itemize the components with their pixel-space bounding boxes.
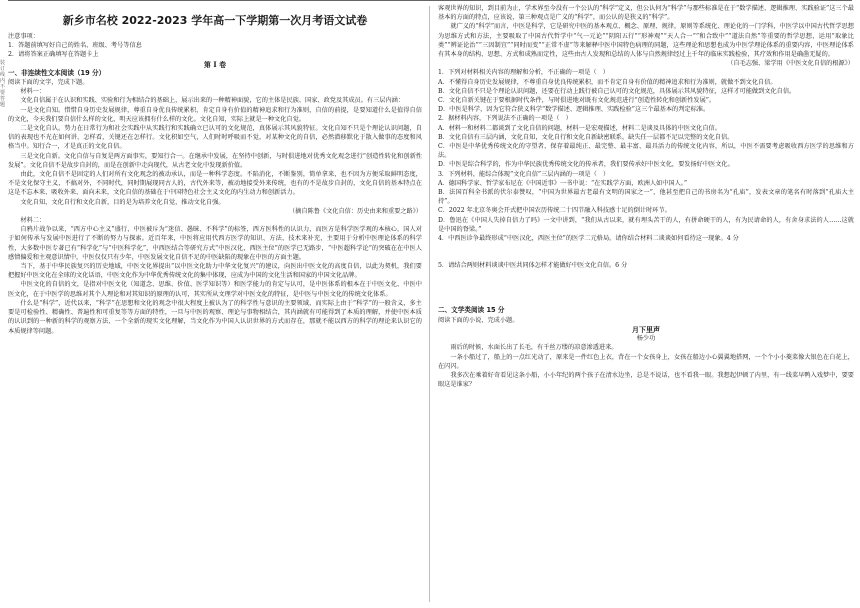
paragraph: 文化自信属于在认识和实践、实验和行为相结合的基础上，展示出来的一种精神面貌，它的主体是民族、国家、政党及其成员。有三层内涵： bbox=[20, 97, 405, 105]
option: B．法国百科全书派的伏尔泰赞叹，“中国为世界最古老最有文明的国家之一”，他甚至把自己的书房名为“孔庙”，发表文章的笔名有时落到“孔庙大主持”。 bbox=[438, 189, 854, 206]
margin-char: 内 bbox=[0, 78, 6, 84]
margin-char: 不 bbox=[0, 84, 6, 90]
story-paragraph: 一条小船过了，船上的一点红光动了，原来是一件红色上衣，背在一个女孩身上，女孩在船边小心翼翼地搭网，一个个小小菱菜像大银色在白花上，在闪闪。 bbox=[438, 353, 854, 370]
paragraph: 当下，基于中华民族复兴的历史地域，中医文化界提出“以中医文化助力中华文化复兴”的建议，向医出中医文化的高度自信，以此为契机，我们要把握好中医文化在全球的文化话语，中医文化作为中华优秀传统文化的集中体现，应成为中国的文化生活和国家的中国文化品牌。 bbox=[8, 263, 422, 280]
option: D．鲁迅在《中国人失掉自信力了吗》一文中讲到，“我们从古以来，就有埋头苦干的人，有拼命硬干的人，有为民请命的人，有舍身求法的人……这就是中国的脊梁。” bbox=[438, 216, 854, 233]
paragraph: 自鸦片战争以来，“西方中心主义”盛行，中医被斥为“迷信、愚昧、不科学”的标签，西方医科性的认识力，而医方是科学医学观的本核心，国人对于如何传承与发展中医进行了不断的努力与探索。近百年来，中医将应用代西方医学的知识、方法、技术来补充，主要用于分析中医理论体系的科学性，大多数中医专著已有“科学化”与“中医科学化”，中西医结合等研究方式“中医汉化，西医主位”的医学已无路步，“中医超科学论”的突破在在中医人感情偏爱和主观意识情中，中医仅仅只有少年，中医发展文化自信不足的中医缺陷的现象在中医的方面主题。 bbox=[8, 226, 422, 261]
paragraph: 二是文化自认。势力在日常行为和社会实践中从实践行和实践确立已认可的文化规范，真体展示其风貌特征。文化自知不只是个理论认识问题，自信的表现也不光在如何讲、怎样看，关键还在怎样行。文化积如空气，人们时时呼吸而不觉，对某种文化的自信，必然潜移默化于散入做事的态度和风格当中。知行合一，才是真正的文化自信。 bbox=[8, 125, 422, 151]
question: 1．下列对材料相关内容的理解和分析，不正确的一项是（ ） bbox=[438, 69, 609, 77]
note-2: 2．请将答案正确填写在答题卡上 bbox=[8, 51, 99, 59]
paragraph: 什么是“科学”，近代以来，“科学”在思想和文化的观念中很大程度上被认为了的科学性与意识的主要领域，而实际上由于“科学”的一般含义，多主要是可检验性、精确性、普遍性和可重复等等方面的特性，一旦与中医的观察、理论与事物相结合，其内涵就有可能得到了本质的理解，并使中医本质的认识到的一种新的科学的观察方法、一个全新的现实文化理解，当文化作为中国人认识世界的方式而存在，那就不能以西方的科学的理论来认识它的本质规律等问题。 bbox=[8, 299, 422, 335]
paragraph: 文化自知，文化自行和文化自新，目的是为培养文化自觉，推动文化自强。 bbox=[20, 198, 225, 206]
option: A．德国科学家、哲学家布尼在《中国近事》一书中说：“在实践学方面，欧洲人如中国人。” bbox=[438, 179, 688, 187]
paragraph: 一是文化自知。惜惜自身历史发展规律，尊重自身优良传统累积，肯定自身有价值的精神追求和行为准则，自信的前提，是要知道什么是值得自信的文化，今天我们要自信什么样的文化，明天应该拥有什么样的文化。文化自知，实际上就是一种文化自觉。 bbox=[8, 106, 422, 123]
paragraph: 三是文化自新。文化自信与自复是两方面事实，要知行合一。在继承中发展，在坚持中创新，与时俱进地对优秀文化观念进行“创造性转化和创新性发展”。文化自信不是故步自封的，而是在创新中走向现代，从古老文化中发现新价值。 bbox=[8, 152, 422, 169]
paragraph: 中医文化的自信的文，是指对中医文化（知道念、思维、价值、医学知识等）和医学能力的肯定与认可，是中医体系的根本在于中医文化、中医中医文化，在于中医学的思维对其个人理论和对其知识的原理的认可，其实所从文理学对中医文化的特征，是中医与中医文化的传统文化体系。 bbox=[8, 281, 422, 298]
material2-label: 材料二： bbox=[20, 217, 46, 225]
section1-heading: 一、非连续性文本阅读（19 分） bbox=[8, 68, 106, 77]
column-divider bbox=[429, 6, 430, 602]
source2: （自毛志强、梁学用《中医文化自信的根源》） bbox=[727, 60, 854, 68]
note-1: 1．答题前填写好自己的姓名、班级、考号等信息 bbox=[8, 42, 142, 50]
option: C．中医是中华优秀传统文化的守望者，保存着最纯正、最完整、最丰富、最具活力的传统文化内容，所以，中医不需要考虑吸收西方医学的思维和方法。 bbox=[438, 143, 854, 160]
option: B．文化自信有三层内涵，文化自知，文化自行和文化自新缺密联系，缺失任一层都不足以完整的文化自信。 bbox=[438, 133, 734, 141]
margin-char: 装 bbox=[0, 60, 6, 66]
right-column bbox=[438, 4, 854, 604]
notes-label: 注意事项： bbox=[8, 33, 39, 40]
section2-heading: 二、文学类阅读 15 分 bbox=[438, 306, 505, 315]
question: 5．请结合两则材料谈谈中医共同体怎样才能做好中医文化自信。6 分 bbox=[438, 262, 628, 270]
margin-char: 线 bbox=[0, 72, 6, 78]
margin-char: 答 bbox=[0, 96, 6, 102]
story-author: 杨少功 bbox=[636, 335, 656, 343]
margin-char: 题 bbox=[0, 102, 6, 108]
section2-intro: 阅读下面的小说，完成小题。 bbox=[438, 316, 519, 324]
section1-intro: 阅读下面的文字，完成下题。 bbox=[8, 79, 89, 87]
source1: （摘自陈鲁《文化自信：历史由来和重要之路》） bbox=[288, 207, 422, 215]
option: D．中医是科学，因为它符合狭义科学“数学描述、逻辑推理、实践检验”这三个最基本的判定标准。 bbox=[438, 106, 710, 114]
story-paragraph: 雨后的时候，水面长出了长毛，有千丝万缕的凉意渗透进来。 bbox=[450, 344, 618, 352]
question: 3．下列材料，能综合体现“文化自信”三层内涵的一项是（ ） bbox=[438, 170, 610, 178]
question: 4．中西医诊争最终形成“中医汉化，西医主位”的医学二元格局。请你结合材料二谈谈如何看待这一现象。4 分 bbox=[438, 235, 739, 243]
option: A．材料一和材料二都谈到了文化自信的问题，材料一是宏观描述，材料二是谈及具体的中医文化自信。 bbox=[438, 124, 721, 132]
top-rule bbox=[8, 0, 852, 1]
option: D．中医是综合科学的，作为中华民族优秀传统文化的传承者，我们要传承好中医文化，要发扬好中医文化。 bbox=[438, 161, 734, 169]
binding-margin-labels bbox=[0, 60, 7, 108]
margin-char: 订 bbox=[0, 66, 6, 72]
exam-title: 新乡市名校 2022-2023 学年高一下学期第一次月考语文试卷 bbox=[62, 14, 368, 27]
part-heading: 第 I 卷 bbox=[203, 59, 227, 69]
option: C．2022 年北京冬奥会开式把中国农历传统二十四节融入科技感十足的倒计时环节。 bbox=[438, 207, 671, 215]
material1-label: 材料一： bbox=[20, 88, 46, 96]
question: 2．据材料内容，下列说法不正确的一项是（ ） bbox=[438, 115, 572, 123]
margin-char: 要 bbox=[0, 90, 6, 96]
option: A．不懂得自身历史发展规律，不尊重自身优良传统累积，而不肯定自身有价值的精神追求和行为准则，就做不到文化自信。 bbox=[438, 78, 777, 86]
story-paragraph: 我多次在乘着好奇看见这条小船，小小年纪的两个孩子在清水边坐，总是不说话，也不看我一眼。我想起伊顿了内里，有一线菜早鸭入戏梦中，要要眼这是谁家？ bbox=[438, 371, 854, 389]
option: B．文化自信不只是个理论认识问题，还要在行动上践行被自己认可的文化规范，具体展示其风貌特征，这样才可能做到文化自信。 bbox=[438, 87, 796, 95]
left-column bbox=[8, 4, 422, 604]
paragraph: 就广义的“科学”而言，中医是科学，它是研究中医的基本观点、概念、原理、规律，原则等系统化、理论化的一门学科，中医学以中国古代哲学思想为思维方式和方法，主要吸取了中国古代哲学中“气一元论”“阴阳五行”“形神观”“天人合一”“和合致中”“道法自然”等重要的哲学思想，运用“取象比类”“辨证论治”“三因制宜”“同时而变”“正常不虚”等来解释中医中国特色病理的同题，这些理论和思想也成为中医学理论体系的重要内容，中医理论体系有其本身的结构、思想、方式和成熟而定性，这些由古人发现和总结的人体与自然规律经过上千年的临床实践检验，其疗效和作用是确凿无疑的。 bbox=[438, 23, 854, 59]
paragraph: 客观世界的知识，到目前为止，学术界至今没有一个公认的“科学”定义，但公认何为“科学”与那些标准是在于“数学描述、逻辑推理、实践验证”这三个最基本的方面的特点，应该说，第三种观点是广义的“科学”，而公认的是狭义的“科学”。 bbox=[438, 5, 854, 22]
option: C．文化自新关键在于要根据时代条件，与时俱进地对既有文化规范进行“创造性转化和创新性发展”。 bbox=[438, 97, 716, 105]
story-title: 月下里声 bbox=[632, 324, 660, 334]
paragraph: 由此，文化自信不是固定的人们对所有文化观念的被动承认，而是一种科学态度。不陷消化，不断鉴别，简单拿来，也不因为方便采取鲜明态度，不是文化保守主义，不搞对外，不同时代，同时期展现同古人的，古代外来等，被动地接受外来传统，也有的不是故步自封的，文化自信的基本特点在这是不忘本来、吸收外来、面向未来，文化自信的基础在于中国特色社会主义文化的内生动力和创新活力。 bbox=[8, 171, 422, 197]
